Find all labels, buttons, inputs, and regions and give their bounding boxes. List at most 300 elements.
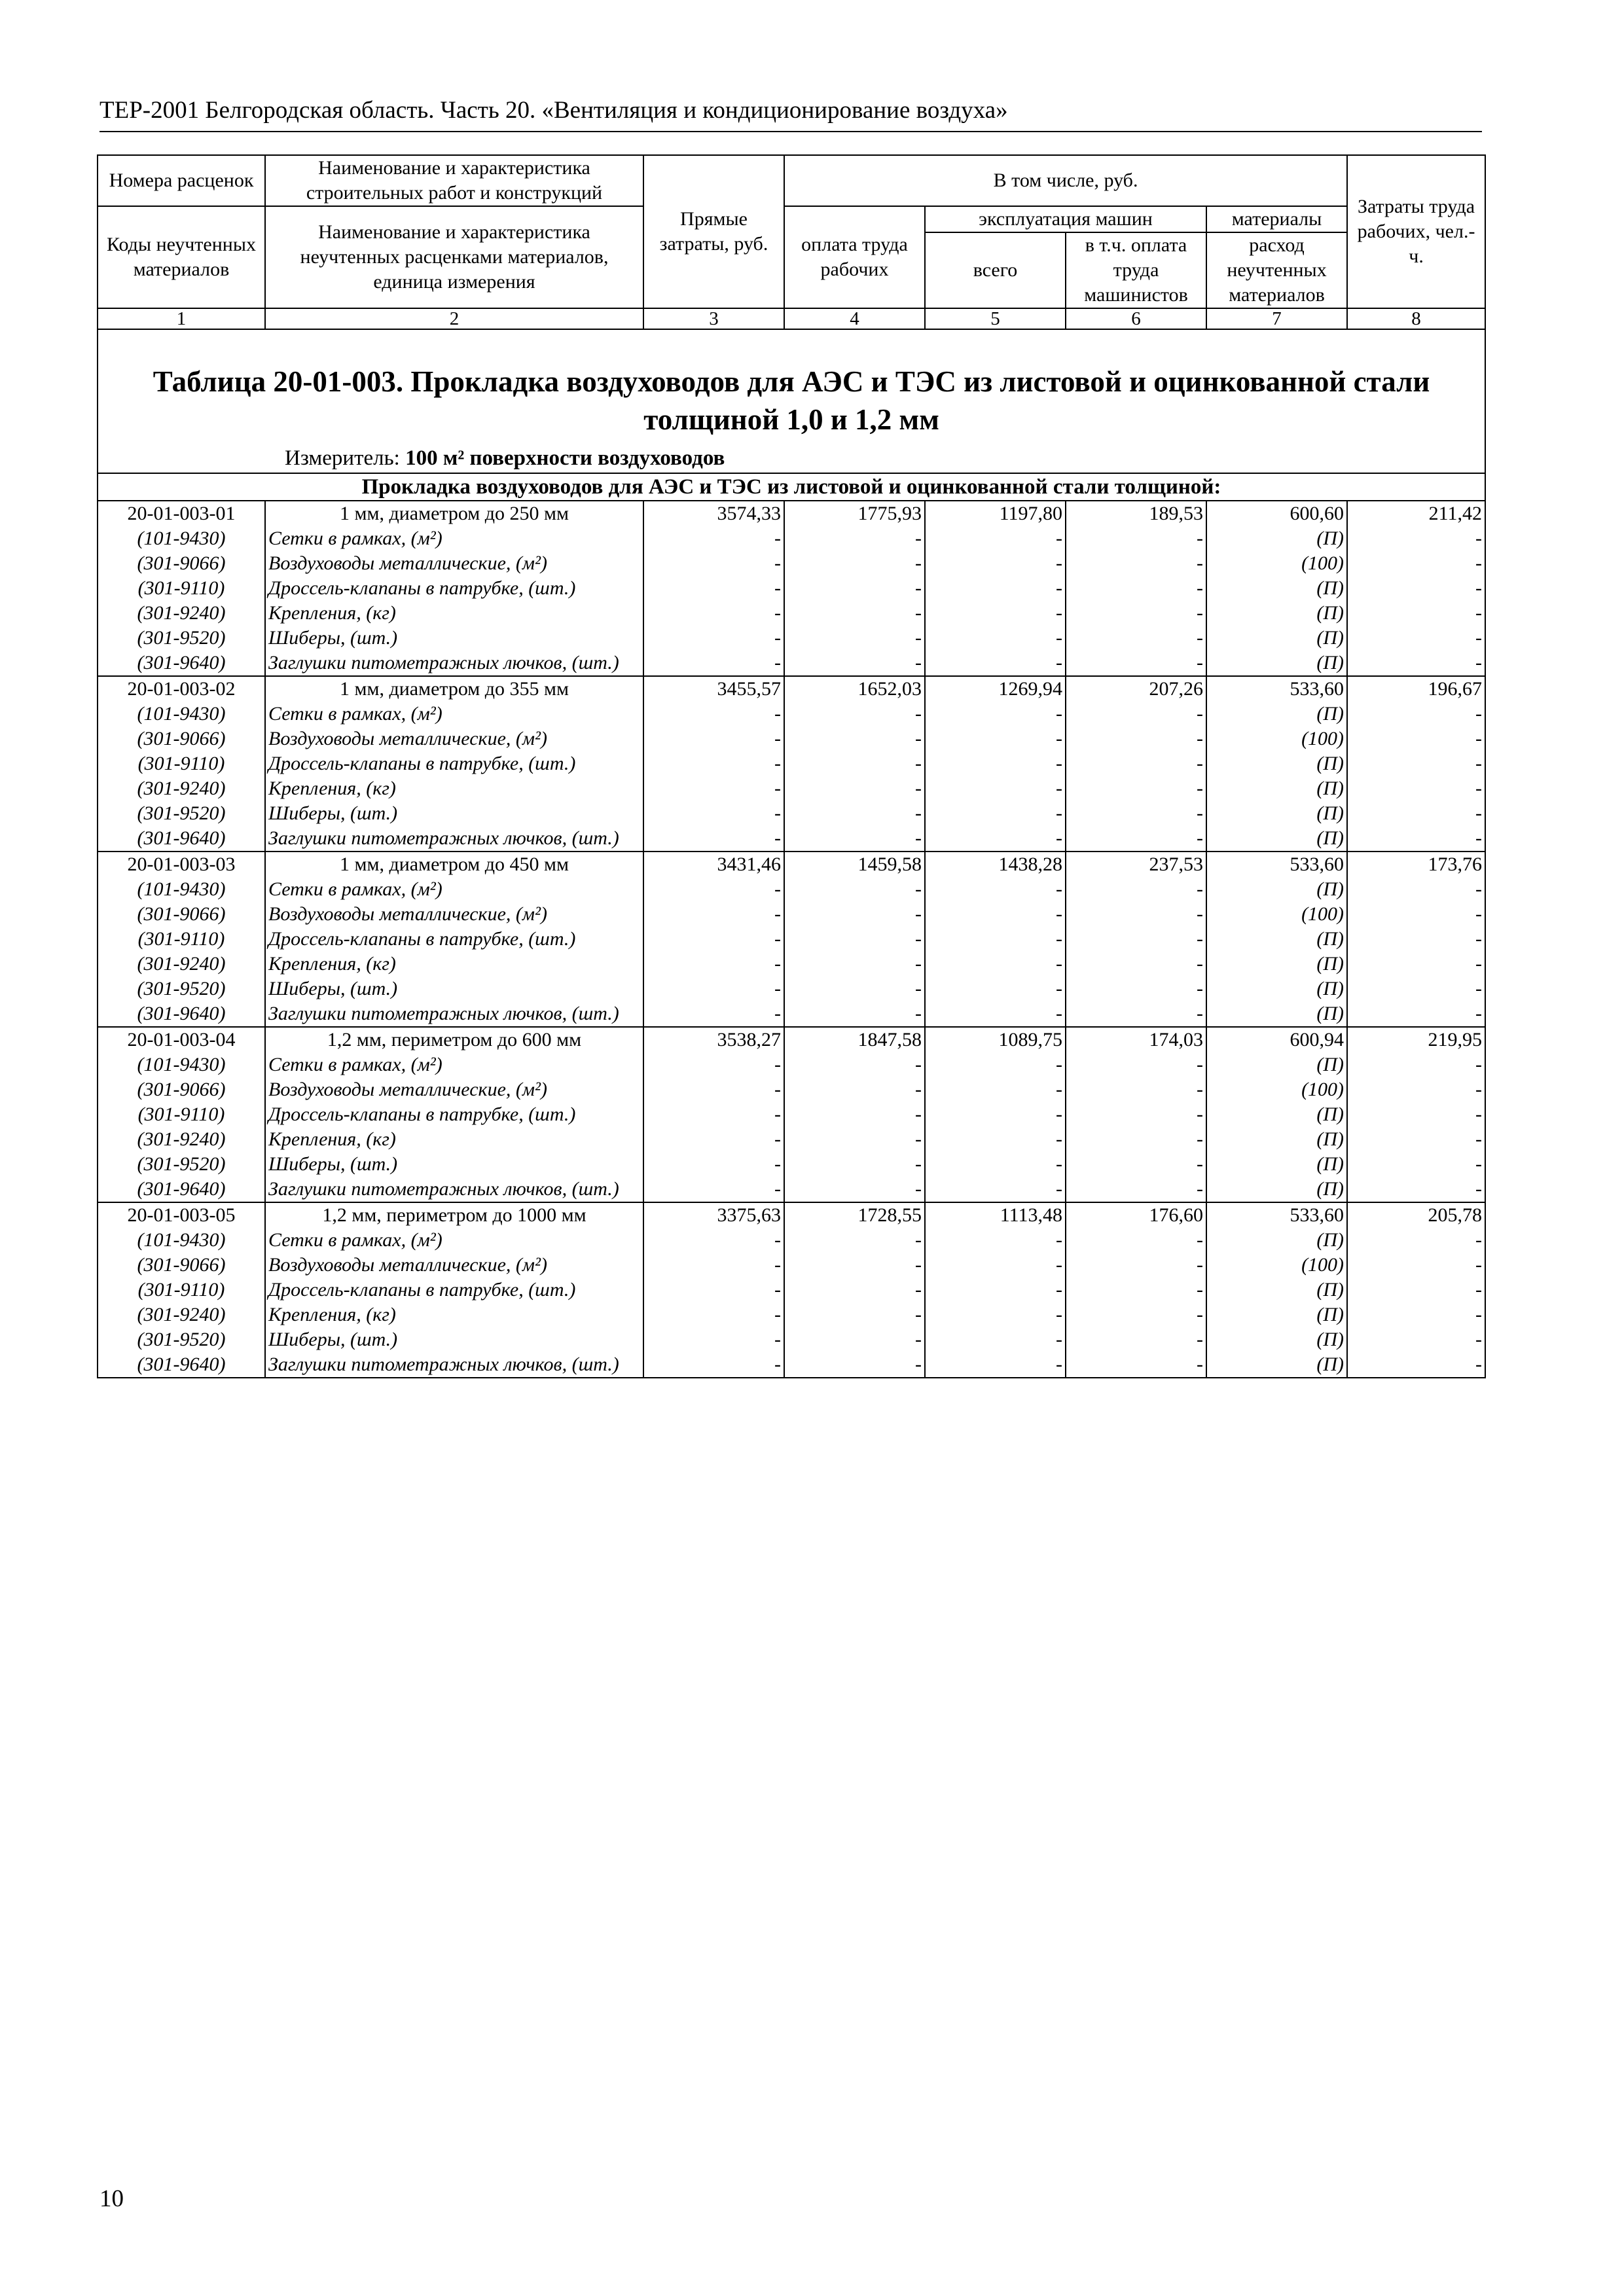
material-name: Сетки в рамках, (м²) — [265, 526, 643, 551]
column-number: 3 — [643, 308, 784, 329]
material-operators: - — [1066, 551, 1206, 576]
rate-group — [98, 501, 1485, 676]
material-operators: - — [1066, 526, 1206, 551]
material-machines: - — [925, 952, 1066, 977]
material-consumption: (П) — [1206, 1327, 1347, 1352]
material-operators: - — [1066, 1077, 1206, 1102]
rate-group — [98, 1202, 1485, 1378]
material-row — [98, 801, 1485, 826]
header-materials: материалы — [1206, 206, 1347, 232]
rate-code: 20-01-003-01 — [98, 501, 265, 526]
material-labor: - — [784, 977, 925, 1001]
material-name: Шиберы, (шт.) — [265, 626, 643, 651]
header-direct-costs: Прямые затраты, руб. — [643, 155, 784, 308]
material-name: Дроссель-клапаны в патрубке, (шт.) — [265, 576, 643, 601]
material-code: (301-9640) — [98, 1177, 265, 1202]
material-labor: - — [784, 1152, 925, 1177]
material-machines: - — [925, 1077, 1066, 1102]
material-direct: - — [643, 1152, 784, 1177]
material-consumption: (П) — [1206, 626, 1347, 651]
material-code: (301-9640) — [98, 651, 265, 676]
material-name: Сетки в рамках, (м²) — [265, 702, 643, 726]
material-code: (301-9110) — [98, 576, 265, 601]
materials-value: 533,60 — [1206, 676, 1347, 702]
material-direct: - — [643, 1327, 784, 1352]
material-consumption: (П) — [1206, 877, 1347, 902]
material-hours: - — [1347, 1302, 1485, 1327]
labor-hours-value: 173,76 — [1347, 852, 1485, 877]
material-machines: - — [925, 576, 1066, 601]
material-operators: - — [1066, 952, 1206, 977]
material-operators: - — [1066, 1102, 1206, 1127]
operator-pay-value: 176,60 — [1066, 1202, 1206, 1228]
table-title: Таблица 20-01-003. Прокладка воздуховодов для АЭС и ТЭС из листовой и оцинкованной стали толщиной 1,0 и 1,2 мм — [153, 365, 1430, 436]
material-labor: - — [784, 776, 925, 801]
material-machines: - — [925, 1327, 1066, 1352]
material-hours: - — [1347, 977, 1485, 1001]
material-consumption: (П) — [1206, 601, 1347, 626]
material-operators: - — [1066, 751, 1206, 776]
material-name: Крепления, (кг) — [265, 776, 643, 801]
labor-hours-value: 219,95 — [1347, 1027, 1485, 1052]
material-code: (301-9520) — [98, 977, 265, 1001]
material-direct: - — [643, 902, 784, 927]
material-code: (101-9430) — [98, 1052, 265, 1077]
material-code: (301-9240) — [98, 952, 265, 977]
column-number: 7 — [1206, 308, 1347, 329]
rate-group — [98, 1027, 1485, 1202]
machines-total-value: 1269,94 — [925, 676, 1066, 702]
labor-hours-value: 211,42 — [1347, 501, 1485, 526]
material-hours: - — [1347, 927, 1485, 952]
header-machine-operation: эксплуатация машин — [925, 206, 1206, 232]
material-row — [98, 1152, 1485, 1177]
material-code: (301-9240) — [98, 601, 265, 626]
material-operators: - — [1066, 902, 1206, 927]
material-row — [98, 1077, 1485, 1102]
material-code: (101-9430) — [98, 526, 265, 551]
header-work-name: Наименование и характеристика строительных работ и конструкций — [265, 155, 643, 206]
material-operators: - — [1066, 726, 1206, 751]
header-labor-hours: Затраты труда рабочих, чел.-ч. — [1347, 155, 1485, 308]
material-direct: - — [643, 626, 784, 651]
material-row — [98, 626, 1485, 651]
material-code: (101-9430) — [98, 702, 265, 726]
column-number: 1 — [98, 308, 265, 329]
material-operators: - — [1066, 1228, 1206, 1253]
worker-pay-value: 1775,93 — [784, 501, 925, 526]
material-operators: - — [1066, 651, 1206, 676]
materials-value: 600,60 — [1206, 501, 1347, 526]
rate-row — [98, 1027, 1485, 1052]
material-name: Шиберы, (шт.) — [265, 977, 643, 1001]
direct-costs-value: 3538,27 — [643, 1027, 784, 1052]
material-row — [98, 1177, 1485, 1202]
material-name: Сетки в рамках, (м²) — [265, 1052, 643, 1077]
material-consumption: (П) — [1206, 1177, 1347, 1202]
material-name: Заглушки питометражных лючков, (шт.) — [265, 826, 643, 852]
material-row — [98, 551, 1485, 576]
material-direct: - — [643, 1127, 784, 1152]
material-operators: - — [1066, 576, 1206, 601]
material-name: Дроссель-клапаны в патрубке, (шт.) — [265, 1102, 643, 1127]
worker-pay-value: 1652,03 — [784, 676, 925, 702]
material-operators: - — [1066, 1127, 1206, 1152]
material-labor: - — [784, 877, 925, 902]
material-machines: - — [925, 1127, 1066, 1152]
material-machines: - — [925, 1102, 1066, 1127]
material-direct: - — [643, 702, 784, 726]
material-operators: - — [1066, 801, 1206, 826]
material-direct: - — [643, 826, 784, 852]
material-machines: - — [925, 751, 1066, 776]
material-hours: - — [1347, 1152, 1485, 1177]
material-hours: - — [1347, 1052, 1485, 1077]
material-consumption: (100) — [1206, 1077, 1347, 1102]
material-machines: - — [925, 626, 1066, 651]
material-consumption: (П) — [1206, 651, 1347, 676]
material-direct: - — [643, 977, 784, 1001]
material-name: Шиберы, (шт.) — [265, 801, 643, 826]
material-hours: - — [1347, 651, 1485, 676]
material-code: (301-9520) — [98, 626, 265, 651]
material-labor: - — [784, 576, 925, 601]
material-code: (301-9240) — [98, 1302, 265, 1327]
material-machines: - — [925, 776, 1066, 801]
material-machines: - — [925, 1352, 1066, 1378]
material-name: Воздуховоды металлические, (м²) — [265, 551, 643, 576]
material-row — [98, 1228, 1485, 1253]
column-number: 8 — [1347, 308, 1485, 329]
material-operators: - — [1066, 1152, 1206, 1177]
material-labor: - — [784, 626, 925, 651]
machines-total-value: 1113,48 — [925, 1202, 1066, 1228]
header-material-codes: Коды неучтенных материалов — [98, 206, 265, 308]
rate-row — [98, 501, 1485, 526]
material-machines: - — [925, 826, 1066, 852]
material-direct: - — [643, 1352, 784, 1378]
material-direct: - — [643, 952, 784, 977]
machines-total-value: 1438,28 — [925, 852, 1066, 877]
material-name: Сетки в рамках, (м²) — [265, 1228, 643, 1253]
material-consumption: (П) — [1206, 801, 1347, 826]
material-hours: - — [1347, 1177, 1485, 1202]
material-row — [98, 776, 1485, 801]
material-machines: - — [925, 726, 1066, 751]
rate-code: 20-01-003-04 — [98, 1027, 265, 1052]
material-labor: - — [784, 702, 925, 726]
material-labor: - — [784, 952, 925, 977]
column-number: 4 — [784, 308, 925, 329]
operator-pay-value: 207,26 — [1066, 676, 1206, 702]
material-row — [98, 952, 1485, 977]
material-labor: - — [784, 1302, 925, 1327]
operator-pay-value: 237,53 — [1066, 852, 1206, 877]
material-labor: - — [784, 1327, 925, 1352]
header-including: В том числе, руб. — [784, 155, 1347, 206]
table-title-cell — [98, 329, 1485, 473]
material-code: (301-9640) — [98, 1001, 265, 1027]
material-consumption: (П) — [1206, 1001, 1347, 1027]
header-material-name: Наименование и характеристика неучтенных расценками материалов, единица измерения — [265, 206, 643, 308]
material-row — [98, 1127, 1485, 1152]
material-code: (301-9520) — [98, 801, 265, 826]
operator-pay-value: 189,53 — [1066, 501, 1206, 526]
rate-row — [98, 676, 1485, 702]
material-consumption: (П) — [1206, 1302, 1347, 1327]
material-operators: - — [1066, 776, 1206, 801]
material-operators: - — [1066, 1302, 1206, 1327]
material-row — [98, 1102, 1485, 1127]
material-code: (301-9066) — [98, 1077, 265, 1102]
material-direct: - — [643, 1001, 784, 1027]
material-row — [98, 927, 1485, 952]
material-operators: - — [1066, 877, 1206, 902]
material-consumption: (П) — [1206, 751, 1347, 776]
operator-pay-value: 174,03 — [1066, 1027, 1206, 1052]
material-direct: - — [643, 1228, 784, 1253]
material-hours: - — [1347, 1127, 1485, 1152]
material-row — [98, 601, 1485, 626]
material-direct: - — [643, 601, 784, 626]
material-consumption: (100) — [1206, 1253, 1347, 1278]
material-operators: - — [1066, 1001, 1206, 1027]
rate-code: 20-01-003-02 — [98, 676, 265, 702]
material-name: Сетки в рамках, (м²) — [265, 877, 643, 902]
rate-name: 1 мм, диаметром до 355 мм — [265, 676, 643, 702]
rate-row — [98, 1202, 1485, 1228]
machines-total-value: 1197,80 — [925, 501, 1066, 526]
material-code: (301-9240) — [98, 1127, 265, 1152]
direct-costs-value: 3375,63 — [643, 1202, 784, 1228]
material-machines: - — [925, 1228, 1066, 1253]
material-code: (301-9520) — [98, 1152, 265, 1177]
material-operators: - — [1066, 1352, 1206, 1378]
material-labor: - — [784, 801, 925, 826]
material-consumption: (П) — [1206, 1102, 1347, 1127]
material-row — [98, 902, 1485, 927]
material-code: (301-9066) — [98, 726, 265, 751]
document-header: ТЕР-2001 Белгородская область. Часть 20. «Вентиляция и кондиционирование воздуха» — [99, 94, 1482, 132]
material-operators: - — [1066, 601, 1206, 626]
material-hours: - — [1347, 1278, 1485, 1302]
material-operators: - — [1066, 1052, 1206, 1077]
material-consumption: (П) — [1206, 826, 1347, 852]
material-name: Заглушки питометражных лючков, (шт.) — [265, 1352, 643, 1378]
material-direct: - — [643, 801, 784, 826]
material-code: (301-9640) — [98, 826, 265, 852]
header-worker-pay: оплата труда рабочих — [784, 206, 925, 308]
material-name: Заглушки питометражных лючков, (шт.) — [265, 1177, 643, 1202]
material-labor: - — [784, 902, 925, 927]
material-labor: - — [784, 1001, 925, 1027]
material-labor: - — [784, 526, 925, 551]
material-direct: - — [643, 877, 784, 902]
material-machines: - — [925, 1052, 1066, 1077]
direct-costs-value: 3574,33 — [643, 501, 784, 526]
material-machines: - — [925, 1302, 1066, 1327]
material-row — [98, 702, 1485, 726]
header-operator-pay: в т.ч. оплата труда машинистов — [1066, 232, 1206, 308]
material-hours: - — [1347, 952, 1485, 977]
material-name: Крепления, (кг) — [265, 952, 643, 977]
material-operators: - — [1066, 977, 1206, 1001]
material-name: Шиберы, (шт.) — [265, 1327, 643, 1352]
material-machines: - — [925, 651, 1066, 676]
material-hours: - — [1347, 1102, 1485, 1127]
material-name: Воздуховоды металлические, (м²) — [265, 1077, 643, 1102]
material-hours: - — [1347, 702, 1485, 726]
unit-line — [101, 439, 1482, 473]
material-name: Воздуховоды металлические, (м²) — [265, 1253, 643, 1278]
material-labor: - — [784, 751, 925, 776]
material-machines: - — [925, 526, 1066, 551]
material-hours: - — [1347, 902, 1485, 927]
material-machines: - — [925, 1253, 1066, 1278]
direct-costs-value: 3455,57 — [643, 676, 784, 702]
material-direct: - — [643, 1278, 784, 1302]
material-operators: - — [1066, 1278, 1206, 1302]
material-labor: - — [784, 1102, 925, 1127]
material-direct: - — [643, 776, 784, 801]
unit-label: Измеритель: — [285, 446, 400, 470]
material-machines: - — [925, 601, 1066, 626]
material-consumption: (П) — [1206, 977, 1347, 1001]
material-direct: - — [643, 1102, 784, 1127]
material-name: Заглушки питометражных лючков, (шт.) — [265, 1001, 643, 1027]
material-direct: - — [643, 751, 784, 776]
material-operators: - — [1066, 1253, 1206, 1278]
material-direct: - — [643, 651, 784, 676]
material-direct: - — [643, 927, 784, 952]
material-labor: - — [784, 651, 925, 676]
rate-group — [98, 676, 1485, 852]
material-operators: - — [1066, 626, 1206, 651]
material-operators: - — [1066, 826, 1206, 852]
material-consumption: (П) — [1206, 952, 1347, 977]
material-labor: - — [784, 1052, 925, 1077]
material-machines: - — [925, 1001, 1066, 1027]
header-machines-total: всего — [925, 232, 1066, 308]
material-operators: - — [1066, 1177, 1206, 1202]
material-row — [98, 751, 1485, 776]
material-labor: - — [784, 927, 925, 952]
rate-code: 20-01-003-03 — [98, 852, 265, 877]
material-labor: - — [784, 1127, 925, 1152]
material-direct: - — [643, 726, 784, 751]
material-name: Воздуховоды металлические, (м²) — [265, 902, 643, 927]
material-direct: - — [643, 551, 784, 576]
material-name: Крепления, (кг) — [265, 1302, 643, 1327]
material-labor: - — [784, 601, 925, 626]
material-labor: - — [784, 551, 925, 576]
column-number: 2 — [265, 308, 643, 329]
column-number: 5 — [925, 308, 1066, 329]
rate-name: 1,2 мм, периметром до 600 мм — [265, 1027, 643, 1052]
material-hours: - — [1347, 726, 1485, 751]
material-operators: - — [1066, 927, 1206, 952]
material-machines: - — [925, 801, 1066, 826]
worker-pay-value: 1728,55 — [784, 1202, 925, 1228]
material-machines: - — [925, 1177, 1066, 1202]
material-consumption: (П) — [1206, 1052, 1347, 1077]
material-operators: - — [1066, 702, 1206, 726]
material-hours: - — [1347, 826, 1485, 852]
material-consumption: (П) — [1206, 576, 1347, 601]
material-direct: - — [643, 1177, 784, 1202]
column-number: 6 — [1066, 308, 1206, 329]
material-row — [98, 826, 1485, 852]
material-row — [98, 1001, 1485, 1027]
worker-pay-value: 1459,58 — [784, 852, 925, 877]
column-number-row — [98, 308, 1485, 329]
material-name: Дроссель-клапаны в патрубке, (шт.) — [265, 927, 643, 952]
material-hours: - — [1347, 1352, 1485, 1378]
material-name: Шиберы, (шт.) — [265, 1152, 643, 1177]
material-row — [98, 1327, 1485, 1352]
rate-code: 20-01-003-05 — [98, 1202, 265, 1228]
material-labor: - — [784, 1278, 925, 1302]
material-consumption: (П) — [1206, 1278, 1347, 1302]
material-machines: - — [925, 977, 1066, 1001]
material-machines: - — [925, 902, 1066, 927]
table-header — [98, 155, 1485, 329]
material-hours: - — [1347, 1077, 1485, 1102]
material-hours: - — [1347, 1001, 1485, 1027]
material-name: Крепления, (кг) — [265, 601, 643, 626]
material-hours: - — [1347, 551, 1485, 576]
material-row — [98, 977, 1485, 1001]
material-code: (301-9110) — [98, 1278, 265, 1302]
material-consumption: (П) — [1206, 1127, 1347, 1152]
material-machines: - — [925, 1278, 1066, 1302]
rate-name: 1,2 мм, периметром до 1000 мм — [265, 1202, 643, 1228]
table-caption-block — [98, 329, 1485, 501]
material-consumption: (100) — [1206, 726, 1347, 751]
material-operators: - — [1066, 1327, 1206, 1352]
material-hours: - — [1347, 576, 1485, 601]
material-direct: - — [643, 526, 784, 551]
material-direct: - — [643, 1253, 784, 1278]
material-hours: - — [1347, 626, 1485, 651]
materials-value: 533,60 — [1206, 852, 1347, 877]
material-machines: - — [925, 702, 1066, 726]
material-machines: - — [925, 927, 1066, 952]
material-code: (301-9110) — [98, 1102, 265, 1127]
material-row — [98, 651, 1485, 676]
material-row — [98, 526, 1485, 551]
labor-hours-value: 205,78 — [1347, 1202, 1485, 1228]
material-consumption: (П) — [1206, 1352, 1347, 1378]
materials-value: 600,94 — [1206, 1027, 1347, 1052]
material-code: (301-9066) — [98, 902, 265, 927]
material-row — [98, 1052, 1485, 1077]
materials-value: 533,60 — [1206, 1202, 1347, 1228]
material-consumption: (П) — [1206, 776, 1347, 801]
unit-value: 100 м² поверхности воздуховодов — [405, 446, 725, 470]
material-code: (301-9520) — [98, 1327, 265, 1352]
material-hours: - — [1347, 877, 1485, 902]
material-name: Воздуховоды металлические, (м²) — [265, 726, 643, 751]
material-name: Заглушки питометражных лючков, (шт.) — [265, 651, 643, 676]
material-code: (101-9430) — [98, 1228, 265, 1253]
material-row — [98, 726, 1485, 751]
material-consumption: (П) — [1206, 1228, 1347, 1253]
worker-pay-value: 1847,58 — [784, 1027, 925, 1052]
material-labor: - — [784, 1228, 925, 1253]
material-labor: - — [784, 826, 925, 852]
material-consumption: (П) — [1206, 1152, 1347, 1177]
